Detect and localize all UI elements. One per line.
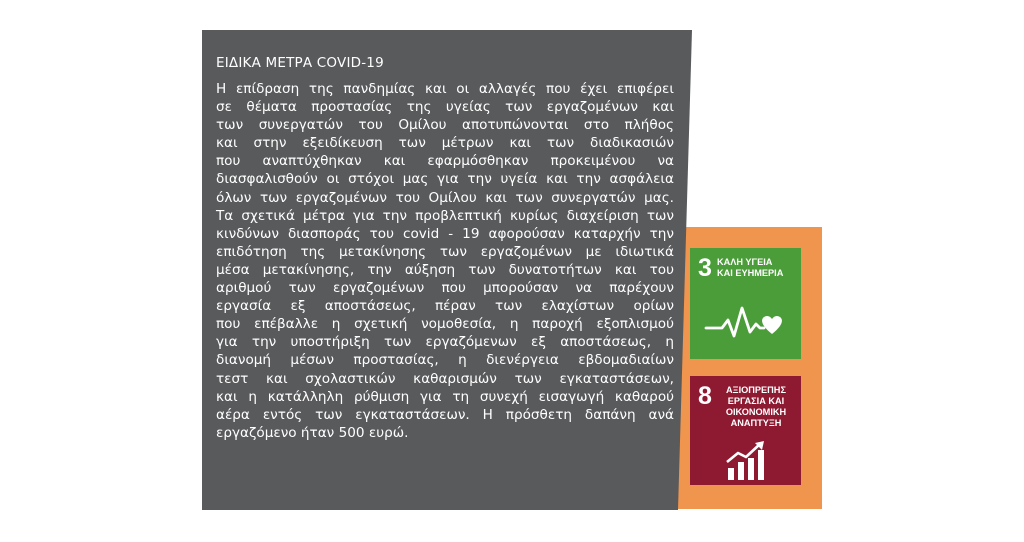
sdg-label-line: ΕΡΓΑΣΙΑ ΚΑΙ [727,396,785,406]
body-text [216,80,674,442]
body-line: Η επίδραση της πανδημίας και οι αλλαγές που έχει επιφέρει [216,81,674,97]
sdg-label-line: ΚΑΛΗ ΥΓΕΙΑ [717,257,773,267]
sdg-goal-label [714,385,798,429]
body-line: κινδύνων διασποράς του covid - 19 αφορούσαν καταρχήν την [216,225,674,242]
body-line: Τα σχετικά μέτρα για την προβλεπτική κυρίως διαχείριση των [216,207,674,224]
body-line: αριθμού των εργαζομένων που μπορούσαν να παρέχουν [216,280,674,297]
body-line: και η κατάλληλη ρύθμιση για τη συνεχή εισαγωγή καθαρού [216,388,674,405]
body-line: επιδότηση της μετακίνησης των εργαζομένων με ιδιωτικά [216,243,674,260]
sdg-goal-number: 3 [698,254,712,282]
text-content [216,54,674,442]
body-line: για την υποστήριξη των εργαζόμενων εξ αποστάσεως, η [216,334,674,351]
body-line: σε θέματα προστασίας της υγείας των εργαζομένων και [216,99,674,116]
sdg-goal-number: 8 [698,382,712,410]
section-title: ΕΙΔΙΚΑ ΜΕΤΡΑ COVID-19 [216,55,384,71]
sdg-goal-3-tile [690,248,801,359]
sdg-goal-label [717,257,783,279]
text-panel [202,30,692,510]
sdg-label-line: ΟΙΚΟΝΟΜΙΚΗ [725,407,787,417]
body-line: εργαζόμενο ήταν 500 ευρώ. [216,424,409,441]
sdg-label-line: ΑΞΙΟΠΡΕΠΗΣ [726,385,786,395]
body-line: τεστ και σχολαστικών καθαρισμών των εγκαταστάσεων, [216,370,674,387]
growth-chart-icon [724,440,768,482]
body-line: διανομή μέσων προστασίας, η διενέργεια εβδομαδιαίων [216,352,674,369]
body-line: που επέβαλλε η σχετική νομοθεσία, η παροχή εξοπλισμού [216,316,674,333]
body-line: αέρα εντός των εγκαταστάσεων. Η πρόσθετη δαπάνη ανά [216,406,674,423]
body-line: των συνεργατών του Ομίλου αποτυπώνονται στο πλήθος [216,117,674,134]
sdg-label-line: ΑΝΑΠΤΥΞΗ [730,418,782,428]
body-line: και στην εξειδίκευση των μέτρων και των διαδικασιών [216,135,674,152]
body-line: που αναπτύχθηκαν και εφαρμόσθηκαν προκειμένου να [216,153,674,170]
body-line: διασφαλισθούν οι στόχοι μας για την υγεία και την ασφάλεια [216,171,674,188]
body-line: εργασία εξ αποστάσεως, πέραν των ελαχίστων ορίων [216,298,674,315]
sdg-label-line: ΚΑΙ ΕΥΗΜΕΡΙΑ [717,268,784,278]
body-line: όλων των εργαζομένων του Ομίλου και των συνεργατών μας. [216,189,674,206]
body-line: μέσα μετακίνησης, την αύξηση των δυνατοτήτων και του [216,261,674,278]
heartbeat-icon [704,300,788,344]
sdg-goal-8-tile [690,376,801,485]
